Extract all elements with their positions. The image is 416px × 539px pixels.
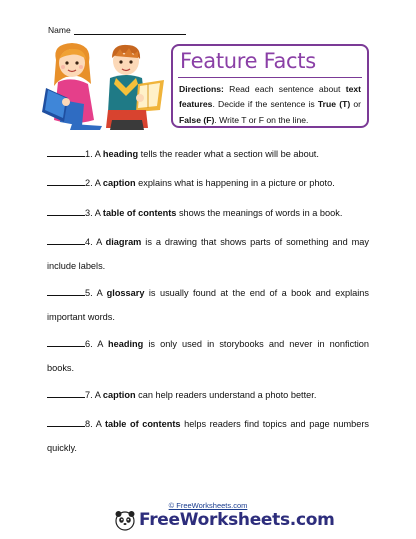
answer-blank[interactable] xyxy=(47,419,85,427)
panda-icon xyxy=(114,509,136,531)
question-term: diagram xyxy=(105,237,142,247)
name-field xyxy=(48,25,186,35)
name-label: Name xyxy=(48,25,71,35)
copyright-link[interactable]: © FreeWorksheets.com xyxy=(168,501,248,510)
answer-blank[interactable] xyxy=(47,288,85,296)
question-number: 2. A xyxy=(85,178,103,188)
directions-part: or xyxy=(350,99,362,110)
question-term: table of contents xyxy=(104,419,181,429)
question-text: shows the meanings of words in a book. xyxy=(176,208,343,218)
directions-text xyxy=(179,82,361,128)
boy-figure xyxy=(106,45,164,130)
question-item xyxy=(47,281,369,329)
directions-part: . Decide if the sentence is xyxy=(212,99,318,110)
question-text: is usually found at the end of a book and explains important words. xyxy=(47,288,369,322)
directions-bold: True (T) xyxy=(317,99,351,110)
worksheet-title: Feature Facts xyxy=(180,49,316,73)
title-divider xyxy=(178,77,362,78)
question-item xyxy=(47,171,369,195)
answer-blank[interactable] xyxy=(47,390,85,398)
name-line[interactable] xyxy=(74,26,186,35)
girl-figure xyxy=(42,43,102,130)
answer-blank[interactable] xyxy=(47,237,85,245)
answer-blank[interactable] xyxy=(47,339,85,347)
question-text: explains what is happening in a picture or photo. xyxy=(135,178,335,188)
question-term: table of contents xyxy=(102,208,177,218)
question-number: 5. A xyxy=(85,288,107,298)
directions-part: . Write T or F on the line. xyxy=(214,114,309,125)
question-item xyxy=(47,332,369,380)
question-text: tells the reader what a section will be about. xyxy=(138,149,319,159)
answer-blank[interactable] xyxy=(47,178,85,186)
question-number: 6. A xyxy=(85,339,108,349)
question-number: 4. A xyxy=(85,237,106,247)
question-item xyxy=(47,230,369,278)
answer-blank[interactable] xyxy=(47,149,85,157)
question-term: heading xyxy=(102,149,139,159)
answer-blank[interactable] xyxy=(47,208,85,216)
question-term: heading xyxy=(108,339,144,349)
question-text: can help readers understand a photo better. xyxy=(135,390,317,400)
question-term: caption xyxy=(102,178,136,188)
question-item xyxy=(47,201,369,225)
directions-part: Read each sentence about xyxy=(223,84,346,94)
directions-lead: Directions: xyxy=(179,84,224,94)
directions-bold: text features xyxy=(179,84,361,110)
logo-text: FreeWorksheets.com xyxy=(139,510,335,530)
question-number: 7. A xyxy=(85,390,103,400)
question-text: is a drawing that shows parts of something and may include labels. xyxy=(47,237,369,271)
question-text: is only used in storybooks and never in nonfiction books. xyxy=(47,339,369,373)
title-box xyxy=(171,44,369,128)
question-number: 3. A xyxy=(85,208,103,218)
question-term: glossary xyxy=(106,288,145,298)
question-number: 1. A xyxy=(85,149,103,159)
directions-bold: False (F) xyxy=(179,114,215,125)
site-logo[interactable] xyxy=(114,509,335,531)
question-number: 8. A xyxy=(85,419,105,429)
kids-reading-illustration xyxy=(42,40,164,130)
question-item xyxy=(47,412,369,460)
question-item xyxy=(47,142,369,166)
question-term: caption xyxy=(102,390,136,400)
question-item xyxy=(47,383,369,407)
question-text: helps readers find topics and page numbers quickly. xyxy=(47,419,369,453)
